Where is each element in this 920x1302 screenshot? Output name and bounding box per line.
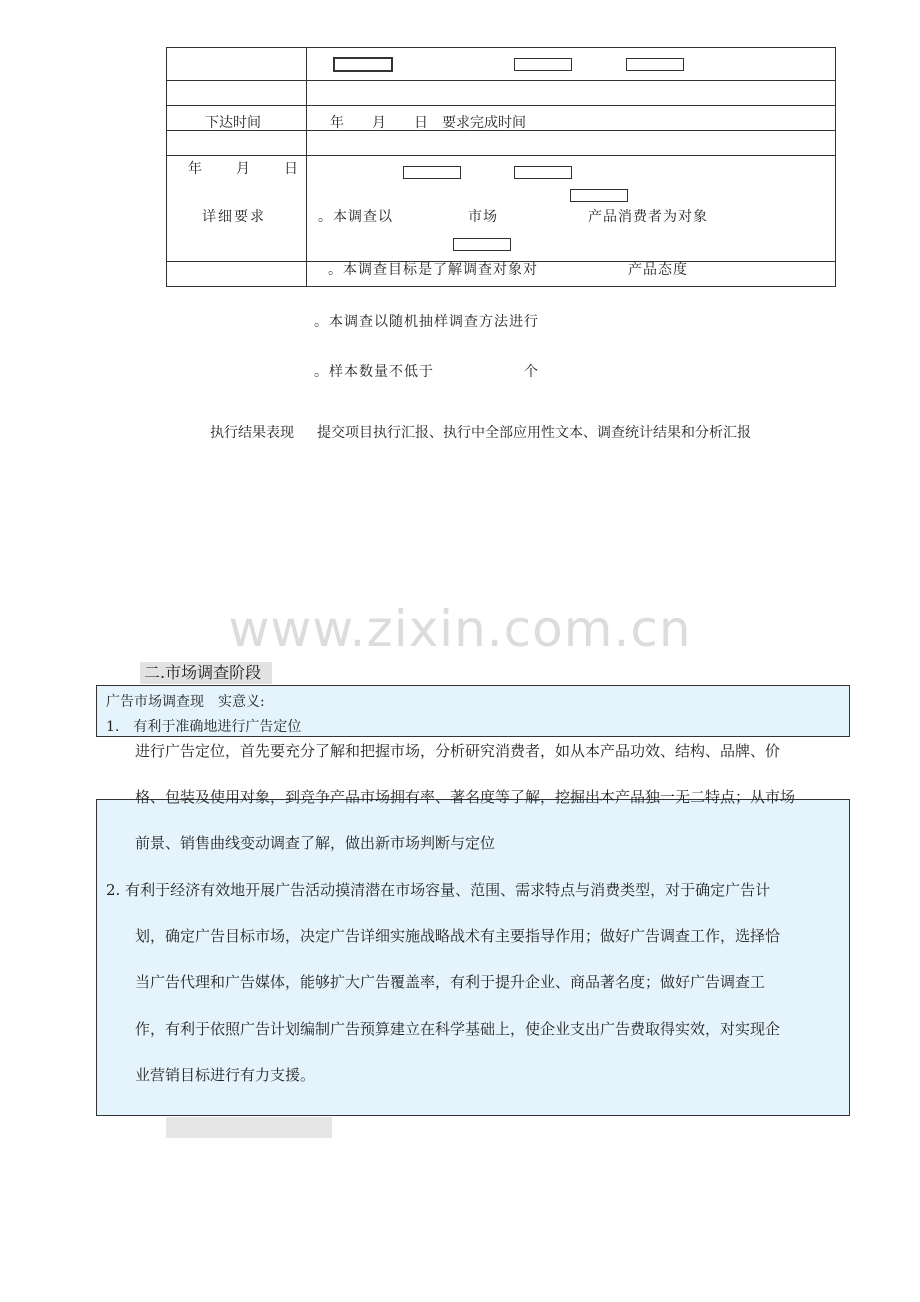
blank-field [333, 57, 393, 72]
blank-field [570, 189, 628, 202]
paragraph-2-line: 业营销目标进行有力支援。 [135, 1066, 316, 1084]
paragraph-2-line: 2. 有利于经济有效地开展广告活动摸清潜在市场容量、范围、需求特点与消费类型，对于确定广告计 [106, 881, 771, 899]
blank-field [514, 58, 572, 71]
blank-field [626, 58, 684, 71]
blank-field [453, 238, 511, 251]
paragraph-1-line: 进行广告定位，首先要充分了解和把握市场，分析研究消费者，如从本产品功效、结构、品牌、价 [135, 742, 781, 760]
paragraph-1-line: 格、包装及使用对象，到竞争产品市场拥有率、著名度等了解，挖掘出本产品独一无二特点；从市场 [135, 788, 796, 806]
paragraph-1-line: 前景、销售曲线变动调查了解，做出新市场判断与定位 [135, 834, 496, 852]
paragraph-2-line: 划，确定广告目标市场，决定广告详细实施战略战术有主要指导作用；做好广告调查工作，选择恰 [135, 927, 781, 945]
issue-time-value: 年 月 日 要求完成时间 [330, 115, 526, 131]
requirement-4: 。样本数量不低于 个 [314, 364, 539, 380]
issue-time-label: 下达时间 [205, 115, 261, 131]
result-label: 执行结果表现 [210, 425, 294, 441]
blank-field [514, 166, 572, 179]
paragraph-2-line: 作，有利于依照广告计划编制广告预算建立在科学基础上，使企业支出广告费取得实效，对实现企 [135, 1020, 781, 1038]
detail-requirements-label: 详细要求 [202, 209, 266, 225]
intro-text: 广告市场调查现 实意义: [106, 694, 265, 710]
grey-bar [166, 1117, 332, 1138]
requirement-1: 。本调查以 市场 产品消费者为对象 [318, 209, 708, 225]
result-value: 提交项目执行汇报、执行中全部应用性文本、调查统计结果和分析汇报 [317, 425, 751, 441]
requirement-3: 。本调查以随机抽样调查方法进行 [314, 314, 539, 330]
point-1-title: 1. 有利于准确地进行广告定位 [106, 719, 302, 735]
blank-field [403, 166, 461, 179]
completion-date: 年 月 日 [188, 161, 300, 177]
watermark: www.zixin.com.cn [228, 600, 692, 658]
section-title: 二.市场调查阶段 [140, 662, 272, 684]
paragraph-2-line: 当广告代理和广告媒体，能够扩大广告覆盖率，有利于提升企业、商品著名度；做好广告调查工 [135, 973, 766, 991]
requirement-2: 。本调查目标是了解调查对象对 产品态度 [328, 262, 688, 278]
